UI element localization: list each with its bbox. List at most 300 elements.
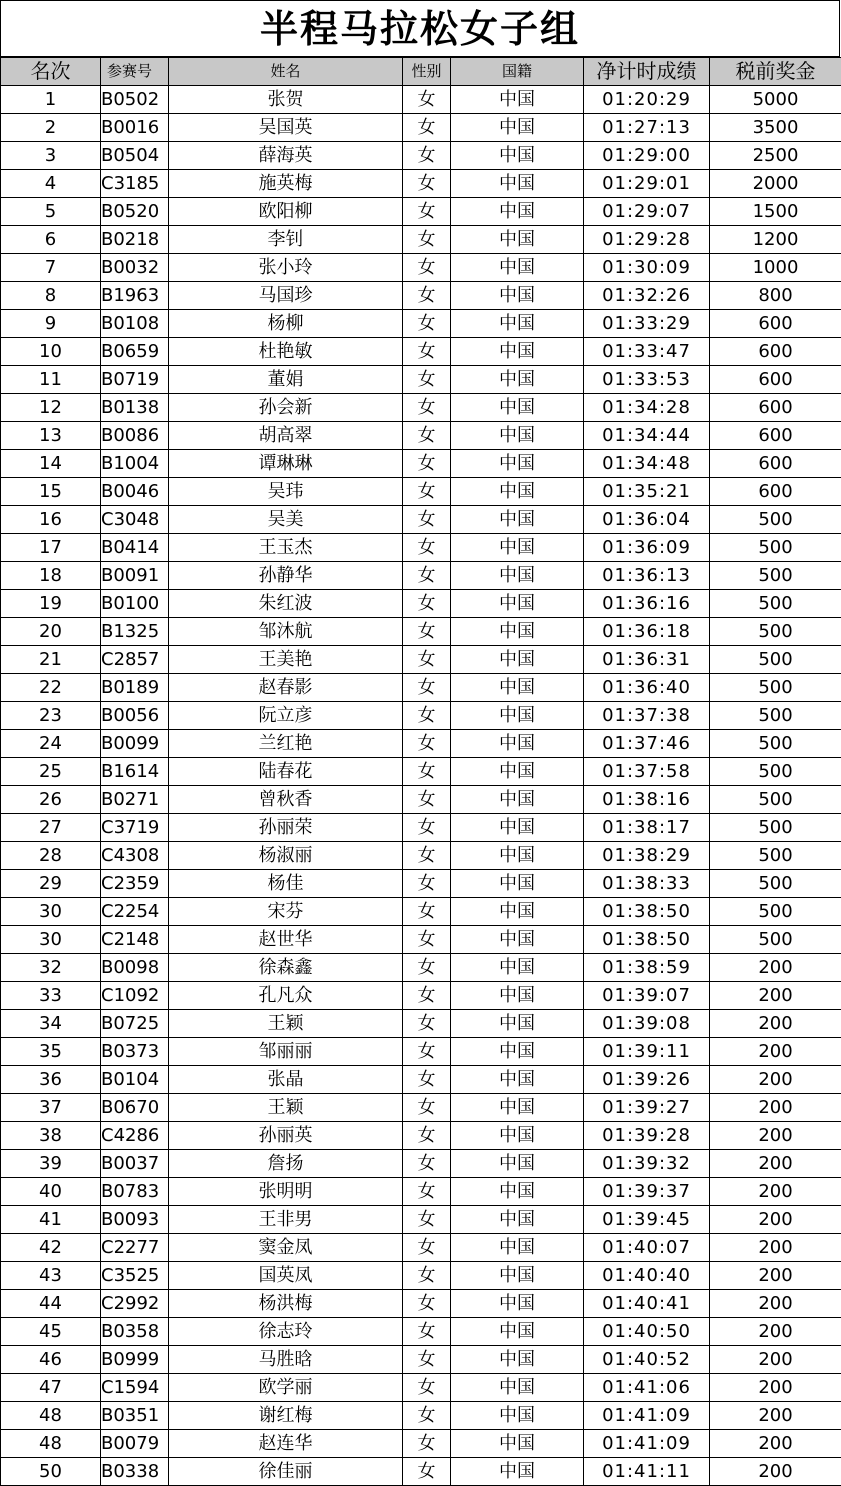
gender-cell: 女 [403,1122,451,1150]
gender-cell: 女 [403,86,451,114]
nationality-cell: 中国 [451,1038,584,1066]
rank-cell: 41 [1,1206,101,1234]
bib-cell: B0719 [101,366,169,394]
name-cell: 赵春影 [169,674,403,702]
table-row [1,1122,841,1150]
table-body [1,86,841,1486]
prize-cell: 500 [710,562,841,590]
header-rank: 名次 [1,58,101,86]
rank-cell: 42 [1,1234,101,1262]
nationality-cell: 中国 [451,534,584,562]
prize-cell: 500 [710,786,841,814]
bib-cell: B0414 [101,534,169,562]
bib-cell: C2277 [101,1234,169,1262]
gender-cell: 女 [403,1206,451,1234]
table-row [1,1206,841,1234]
bib-cell: B1004 [101,450,169,478]
table-row [1,982,841,1010]
name-cell: 兰红艳 [169,730,403,758]
gender-cell: 女 [403,1262,451,1290]
table-row [1,394,841,422]
table-row [1,1346,841,1374]
table-row [1,478,841,506]
prize-cell: 1500 [710,198,841,226]
gender-cell: 女 [403,394,451,422]
net-time-cell: 01:38:16 [584,786,710,814]
net-time-cell: 01:41:06 [584,1374,710,1402]
nationality-cell: 中国 [451,1346,584,1374]
prize-cell: 500 [710,758,841,786]
net-time-cell: 01:39:08 [584,1010,710,1038]
name-cell: 孙会新 [169,394,403,422]
gender-cell: 女 [403,758,451,786]
net-time-cell: 01:29:07 [584,198,710,226]
bib-cell: B0032 [101,254,169,282]
name-cell: 王非男 [169,1206,403,1234]
prize-cell: 200 [710,1066,841,1094]
bib-cell: B0358 [101,1318,169,1346]
name-cell: 曾秋香 [169,786,403,814]
gender-cell: 女 [403,898,451,926]
net-time-cell: 01:39:28 [584,1122,710,1150]
gender-cell: 女 [403,590,451,618]
name-cell: 杨柳 [169,310,403,338]
prize-cell: 200 [710,1206,841,1234]
rank-cell: 48 [1,1402,101,1430]
nationality-cell: 中国 [451,1234,584,1262]
nationality-cell: 中国 [451,926,584,954]
net-time-cell: 01:36:18 [584,618,710,646]
rank-cell: 11 [1,366,101,394]
net-time-cell: 01:27:13 [584,114,710,142]
prize-cell: 500 [710,674,841,702]
nationality-cell: 中国 [451,1374,584,1402]
table-row [1,450,841,478]
nationality-cell: 中国 [451,394,584,422]
rank-cell: 19 [1,590,101,618]
nationality-cell: 中国 [451,562,584,590]
table-row [1,170,841,198]
table-row [1,1010,841,1038]
gender-cell: 女 [403,338,451,366]
bib-cell: C3525 [101,1262,169,1290]
nationality-cell: 中国 [451,1290,584,1318]
net-time-cell: 01:41:09 [584,1430,710,1458]
table-row [1,1262,841,1290]
name-cell: 吴国英 [169,114,403,142]
name-cell: 施英梅 [169,170,403,198]
prize-cell: 200 [710,1234,841,1262]
bib-cell: C4286 [101,1122,169,1150]
bib-cell: B0502 [101,86,169,114]
header-nationality: 国籍 [451,58,584,86]
name-cell: 吴玮 [169,478,403,506]
rank-cell: 47 [1,1374,101,1402]
nationality-cell: 中国 [451,814,584,842]
name-cell: 杨佳 [169,870,403,898]
gender-cell: 女 [403,1318,451,1346]
prize-cell: 800 [710,282,841,310]
name-cell: 薛海英 [169,142,403,170]
bib-cell: B0100 [101,590,169,618]
name-cell: 赵连华 [169,1430,403,1458]
name-cell: 欧阳柳 [169,198,403,226]
rank-cell: 14 [1,450,101,478]
name-cell: 张明明 [169,1178,403,1206]
rank-cell: 33 [1,982,101,1010]
table-row [1,786,841,814]
prize-cell: 200 [710,1430,841,1458]
table-row [1,1458,841,1486]
net-time-cell: 01:37:58 [584,758,710,786]
prize-cell: 500 [710,926,841,954]
name-cell: 邹沐航 [169,618,403,646]
prize-cell: 600 [710,422,841,450]
table-row [1,926,841,954]
prize-cell: 200 [710,1402,841,1430]
header-gender: 性别 [403,58,451,86]
name-cell: 张贺 [169,86,403,114]
name-cell: 詹扬 [169,1150,403,1178]
gender-cell: 女 [403,1038,451,1066]
rank-cell: 5 [1,198,101,226]
table-row [1,1066,841,1094]
name-cell: 张晶 [169,1066,403,1094]
name-cell: 徐森鑫 [169,954,403,982]
net-time-cell: 01:41:09 [584,1402,710,1430]
prize-cell: 600 [710,478,841,506]
results-table [0,57,841,1486]
name-cell: 朱红波 [169,590,403,618]
gender-cell: 女 [403,198,451,226]
prize-cell: 200 [710,1262,841,1290]
table-row [1,1150,841,1178]
net-time-cell: 01:20:29 [584,86,710,114]
table-row [1,870,841,898]
rank-cell: 48 [1,1430,101,1458]
name-cell: 王颖 [169,1010,403,1038]
prize-cell: 200 [710,1038,841,1066]
rank-cell: 2 [1,114,101,142]
prize-cell: 2500 [710,142,841,170]
prize-cell: 500 [710,534,841,562]
prize-cell: 200 [710,982,841,1010]
rank-cell: 10 [1,338,101,366]
net-time-cell: 01:39:37 [584,1178,710,1206]
rank-cell: 20 [1,618,101,646]
prize-cell: 500 [710,730,841,758]
net-time-cell: 01:39:45 [584,1206,710,1234]
table-row [1,674,841,702]
name-cell: 马国珍 [169,282,403,310]
table-row [1,758,841,786]
name-cell: 宋芬 [169,898,403,926]
gender-cell: 女 [403,1374,451,1402]
gender-cell: 女 [403,870,451,898]
rank-cell: 25 [1,758,101,786]
rank-cell: 17 [1,534,101,562]
rank-cell: 21 [1,646,101,674]
gender-cell: 女 [403,142,451,170]
net-time-cell: 01:40:52 [584,1346,710,1374]
gender-cell: 女 [403,562,451,590]
rank-cell: 45 [1,1318,101,1346]
rank-cell: 38 [1,1122,101,1150]
bib-cell: C4308 [101,842,169,870]
bib-cell: B0218 [101,226,169,254]
bib-cell: B0520 [101,198,169,226]
name-cell: 孙丽荣 [169,814,403,842]
net-time-cell: 01:34:28 [584,394,710,422]
table-row [1,142,841,170]
gender-cell: 女 [403,254,451,282]
bib-cell: B0046 [101,478,169,506]
rank-cell: 50 [1,1458,101,1486]
rank-cell: 40 [1,1178,101,1206]
rank-cell: 9 [1,310,101,338]
rank-cell: 15 [1,478,101,506]
name-cell: 欧学丽 [169,1374,403,1402]
nationality-cell: 中国 [451,1458,584,1486]
gender-cell: 女 [403,814,451,842]
table-row [1,702,841,730]
bib-cell: B0659 [101,338,169,366]
gender-cell: 女 [403,478,451,506]
table-row [1,1290,841,1318]
bib-cell: C1594 [101,1374,169,1402]
nationality-cell: 中国 [451,646,584,674]
nationality-cell: 中国 [451,870,584,898]
prize-cell: 500 [710,590,841,618]
bib-cell: B0725 [101,1010,169,1038]
name-cell: 李钊 [169,226,403,254]
rank-cell: 3 [1,142,101,170]
rank-cell: 37 [1,1094,101,1122]
bib-cell: B0091 [101,562,169,590]
bib-cell: B0670 [101,1094,169,1122]
rank-cell: 26 [1,786,101,814]
prize-cell: 200 [710,1122,841,1150]
rank-cell: 8 [1,282,101,310]
nationality-cell: 中国 [451,590,584,618]
prize-cell: 2000 [710,170,841,198]
gender-cell: 女 [403,1178,451,1206]
rank-cell: 24 [1,730,101,758]
bib-cell: B0086 [101,422,169,450]
rank-cell: 34 [1,1010,101,1038]
name-cell: 杜艳敏 [169,338,403,366]
net-time-cell: 01:38:50 [584,898,710,926]
nationality-cell: 中国 [451,1262,584,1290]
name-cell: 马胜晗 [169,1346,403,1374]
prize-cell: 1000 [710,254,841,282]
prize-cell: 600 [710,394,841,422]
bib-cell: C1092 [101,982,169,1010]
table-row [1,1318,841,1346]
prize-cell: 600 [710,338,841,366]
table-row [1,86,841,114]
table-row [1,1402,841,1430]
table-row [1,1178,841,1206]
gender-cell: 女 [403,1234,451,1262]
bib-cell: C3048 [101,506,169,534]
header-bib: 参赛号 [101,58,169,86]
rank-cell: 29 [1,870,101,898]
table-row [1,954,841,982]
name-cell: 谭琳琳 [169,450,403,478]
bib-cell: B0099 [101,730,169,758]
header-prize: 税前奖金 [710,58,841,86]
rank-cell: 7 [1,254,101,282]
nationality-cell: 中国 [451,982,584,1010]
bib-cell: B0351 [101,1402,169,1430]
net-time-cell: 01:38:59 [584,954,710,982]
net-time-cell: 01:40:41 [584,1290,710,1318]
rank-cell: 23 [1,702,101,730]
bib-cell: B0338 [101,1458,169,1486]
gender-cell: 女 [403,366,451,394]
nationality-cell: 中国 [451,1150,584,1178]
name-cell: 徐志玲 [169,1318,403,1346]
gender-cell: 女 [403,114,451,142]
name-cell: 窦金凤 [169,1234,403,1262]
table-row [1,114,841,142]
page-title: 半程马拉松女子组 [260,10,580,48]
nationality-cell: 中国 [451,1010,584,1038]
nationality-cell: 中国 [451,786,584,814]
name-cell: 孙丽英 [169,1122,403,1150]
table-row [1,534,841,562]
prize-cell: 200 [710,1290,841,1318]
bib-cell: C3185 [101,170,169,198]
gender-cell: 女 [403,310,451,338]
rank-cell: 18 [1,562,101,590]
table-row [1,198,841,226]
table-row [1,618,841,646]
bib-cell: B1614 [101,758,169,786]
name-cell: 杨淑丽 [169,842,403,870]
net-time-cell: 01:39:27 [584,1094,710,1122]
prize-cell: 200 [710,1150,841,1178]
rank-cell: 43 [1,1262,101,1290]
gender-cell: 女 [403,646,451,674]
name-cell: 邹丽丽 [169,1038,403,1066]
nationality-cell: 中国 [451,282,584,310]
name-cell: 王玉杰 [169,534,403,562]
net-time-cell: 01:35:21 [584,478,710,506]
net-time-cell: 01:40:40 [584,1262,710,1290]
table-row [1,310,841,338]
net-time-cell: 01:37:46 [584,730,710,758]
net-time-cell: 01:39:26 [584,1066,710,1094]
prize-cell: 200 [710,954,841,982]
nationality-cell: 中国 [451,1402,584,1430]
net-time-cell: 01:36:13 [584,562,710,590]
prize-cell: 500 [710,870,841,898]
nationality-cell: 中国 [451,450,584,478]
prize-cell: 1200 [710,226,841,254]
nationality-cell: 中国 [451,702,584,730]
prize-cell: 200 [710,1094,841,1122]
table-row [1,1234,841,1262]
net-time-cell: 01:36:40 [584,674,710,702]
gender-cell: 女 [403,1290,451,1318]
rank-cell: 28 [1,842,101,870]
prize-cell: 5000 [710,86,841,114]
rank-cell: 32 [1,954,101,982]
net-time-cell: 01:38:29 [584,842,710,870]
bib-cell: B0138 [101,394,169,422]
bib-cell: C3719 [101,814,169,842]
gender-cell: 女 [403,1402,451,1430]
name-cell: 王颖 [169,1094,403,1122]
rank-cell: 39 [1,1150,101,1178]
bib-cell: B0079 [101,1430,169,1458]
gender-cell: 女 [403,534,451,562]
net-time-cell: 01:36:16 [584,590,710,618]
nationality-cell: 中国 [451,86,584,114]
prize-cell: 500 [710,842,841,870]
name-cell: 孙静华 [169,562,403,590]
gender-cell: 女 [403,618,451,646]
bib-cell: C2148 [101,926,169,954]
prize-cell: 200 [710,1458,841,1486]
prize-cell: 200 [710,1010,841,1038]
net-time-cell: 01:29:01 [584,170,710,198]
gender-cell: 女 [403,1150,451,1178]
gender-cell: 女 [403,282,451,310]
nationality-cell: 中国 [451,1066,584,1094]
net-time-cell: 01:32:26 [584,282,710,310]
nationality-cell: 中国 [451,730,584,758]
prize-cell: 600 [710,366,841,394]
net-time-cell: 01:29:00 [584,142,710,170]
bib-cell: B1325 [101,618,169,646]
bib-cell: B0189 [101,674,169,702]
gender-cell: 女 [403,506,451,534]
prize-cell: 500 [710,618,841,646]
table-row [1,506,841,534]
table-row [1,1374,841,1402]
table-row [1,562,841,590]
nationality-cell: 中国 [451,898,584,926]
gender-cell: 女 [403,226,451,254]
table-row [1,282,841,310]
header-name: 姓名 [169,58,403,86]
net-time-cell: 01:33:47 [584,338,710,366]
table-row [1,254,841,282]
net-time-cell: 01:36:09 [584,534,710,562]
net-time-cell: 01:38:17 [584,814,710,842]
prize-cell: 500 [710,646,841,674]
name-cell: 吴美 [169,506,403,534]
table-header-row [1,58,841,86]
nationality-cell: 中国 [451,422,584,450]
name-cell: 赵世华 [169,926,403,954]
net-time-cell: 01:38:33 [584,870,710,898]
title-bar [0,0,840,57]
name-cell: 徐佳丽 [169,1458,403,1486]
net-time-cell: 01:39:11 [584,1038,710,1066]
prize-cell: 200 [710,1178,841,1206]
rank-cell: 16 [1,506,101,534]
name-cell: 谢红梅 [169,1402,403,1430]
nationality-cell: 中国 [451,226,584,254]
name-cell: 董娟 [169,366,403,394]
prize-cell: 3500 [710,114,841,142]
table-row [1,730,841,758]
bib-cell: B0271 [101,786,169,814]
